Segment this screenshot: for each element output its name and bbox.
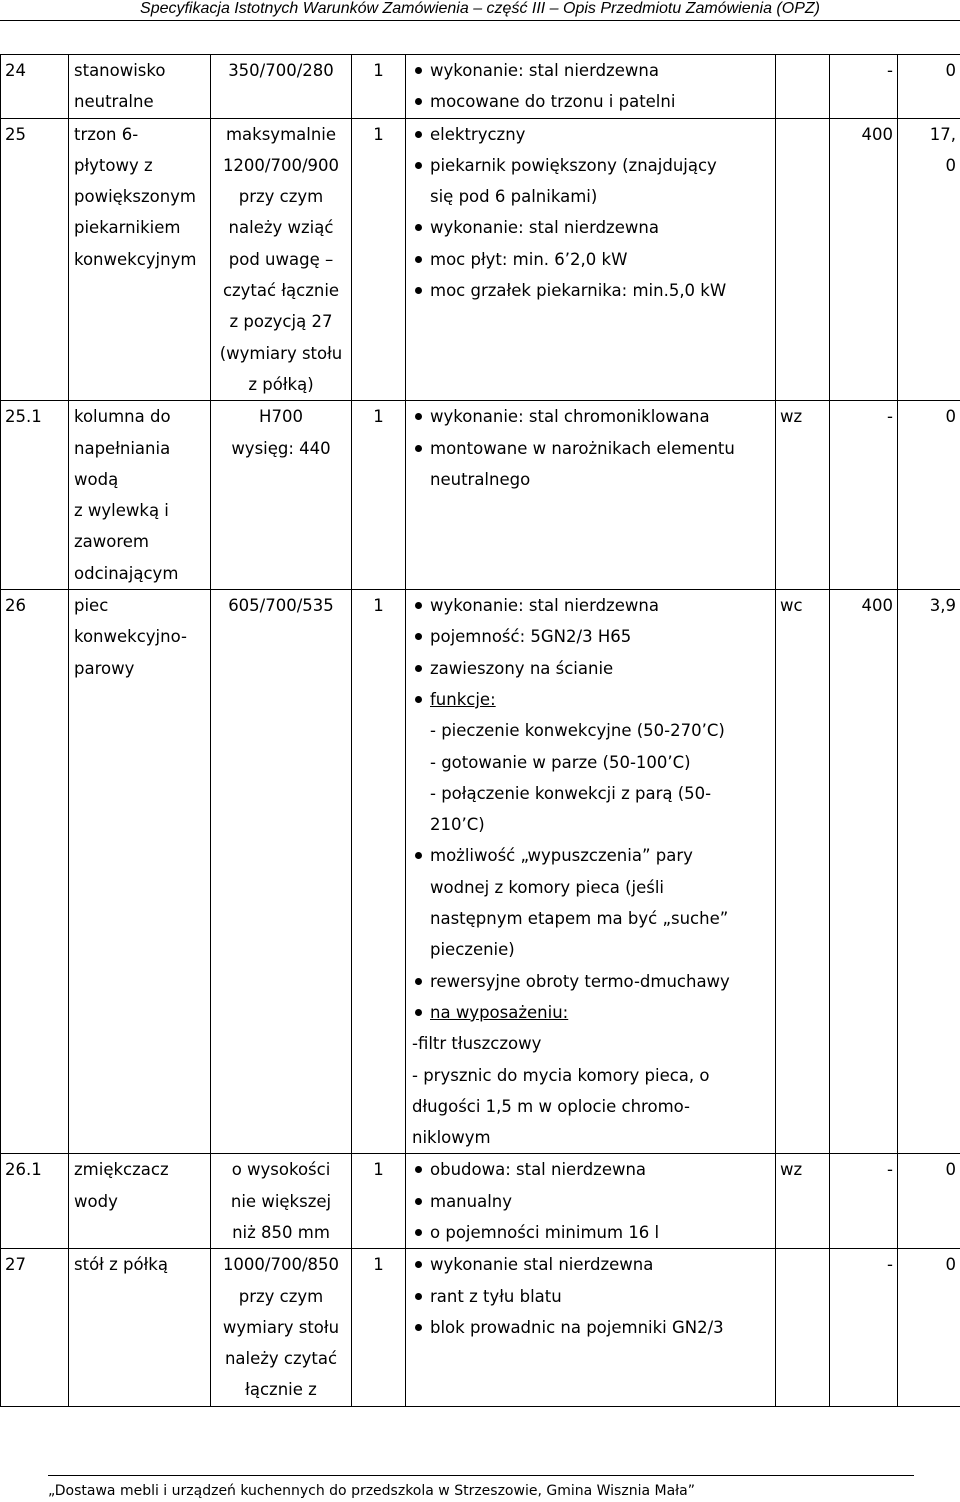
voltage-cell (830, 55, 898, 119)
dimensions-cell (211, 401, 352, 590)
power-cell (898, 55, 960, 119)
power-value: 17, 0 (929, 124, 956, 175)
description-line: niklowym (412, 1128, 491, 1148)
bullet-item: mocowane do trzonu i patelni (412, 86, 769, 117)
bullet-item: moc grzałek piekarnika: min.5,0 kW (412, 275, 769, 306)
table-row (1, 55, 960, 119)
bullet-item: piekarnik powiększony (znajdujący (412, 150, 769, 181)
bullet-item: wykonanie: stal nierdzewna (412, 212, 769, 243)
quantity-value: 1 (373, 124, 384, 144)
connection-type: wz (780, 407, 803, 427)
connection-type-cell (776, 118, 830, 401)
quantity-cell (352, 118, 406, 401)
voltage-value: - (887, 407, 893, 427)
table-body (1, 55, 960, 1407)
dimensions-line: 350/700/280 (228, 61, 334, 80)
bullet-item: o pojemności minimum 16 l (412, 1217, 769, 1248)
power-value: 0 (945, 61, 956, 80)
description-line: - połączenie konwekcji z parą (50- (430, 783, 712, 803)
item-name-line: odcinającym (74, 563, 179, 583)
description-line: następnym etapem ma być „suche” (430, 909, 729, 929)
page-footer: „Dostawa mebli i urządzeń kuchennych do przedszkola w Strzeszowie, Gmina Wisznia Mała” (48, 1483, 695, 1499)
connection-type: wz (780, 1160, 803, 1180)
item-name-line: parowy (74, 658, 135, 678)
item-name-cell (69, 1154, 211, 1249)
item-number: 25.1 (5, 407, 42, 427)
item-name-cell (69, 401, 211, 590)
item-number-cell (1, 590, 69, 1154)
quantity-cell (352, 401, 406, 590)
description-cell (406, 1154, 776, 1249)
dimensions-line: z półką) (248, 374, 314, 394)
bullet-item: na wyposażeniu: (412, 997, 769, 1028)
specification-table (0, 54, 960, 1407)
item-name-line: płytowy z (74, 155, 153, 175)
voltage-cell (830, 1154, 898, 1249)
item-number-cell (1, 401, 69, 590)
dimensions-line: maksymalnie (225, 124, 337, 144)
item-name-line: zmiękczacz (74, 1160, 169, 1180)
quantity-cell (352, 1249, 406, 1406)
description-line: wodnej z komory pieca (jeśli (430, 877, 665, 897)
item-name-line: powiększonym (74, 187, 197, 207)
dimensions-cell (211, 1249, 352, 1406)
dimensions-line: 605/700/535 (228, 596, 334, 616)
dimensions-cell (211, 55, 352, 119)
power-value: 0 (945, 1160, 956, 1180)
item-name-cell (69, 590, 211, 1154)
dimensions-line: przy czym (238, 187, 324, 207)
description-line: - gotowanie w parze (50-100’C) (430, 752, 691, 772)
connection-type-cell (776, 401, 830, 590)
item-name-line: trzon 6- (74, 124, 139, 144)
item-number: 24 (5, 61, 26, 80)
dimensions-line: łącznie z (245, 1380, 317, 1400)
dimensions-line: 1000/700/850 (222, 1255, 340, 1275)
item-name-line: wodą (74, 469, 119, 489)
bullet-item: wykonanie: stal nierdzewna (412, 55, 769, 86)
description-cell (406, 118, 776, 401)
connection-type-cell (776, 1249, 830, 1406)
connection-type-cell (776, 55, 830, 119)
description-cell (406, 1249, 776, 1406)
item-number-cell (1, 1249, 69, 1406)
dimensions-line: o wysokości (231, 1160, 331, 1180)
voltage-cell (830, 1249, 898, 1406)
dimensions-line: pod uwagę – (228, 249, 334, 269)
dimensions-line: należy czytać (224, 1349, 338, 1369)
power-value: 3,9 (929, 596, 956, 616)
bullet-item: rewersyjne obroty termo-dmuchawy (412, 966, 769, 997)
voltage-value: - (887, 1160, 893, 1180)
item-name-cell (69, 118, 211, 401)
bullet-item: wykonanie: stal chromoniklowana (412, 401, 769, 432)
dimensions-line: nie większej (230, 1191, 332, 1211)
item-name-line: napełniania (74, 438, 171, 458)
page-header: Specyfikacja Istotnych Warunków Zamówienia – część III – Opis Przedmiotu Zamówienia (OPZ) (140, 0, 820, 17)
dimensions-line: (wymiary stołu (219, 343, 343, 363)
description-line: 210’C) (430, 815, 485, 835)
connection-type-cell (776, 590, 830, 1154)
voltage-cell (830, 118, 898, 401)
power-cell (898, 1154, 960, 1249)
dimensions-cell (211, 590, 352, 1154)
quantity-value: 1 (373, 1160, 384, 1180)
bullet-item: elektryczny (412, 119, 769, 150)
bullet-item: pojemność: 5GN2/3 H65 (412, 621, 769, 652)
table-row (1, 118, 960, 401)
description-cell (406, 590, 776, 1154)
item-name-line: zaworem (74, 532, 150, 552)
item-name-line: z wylewką i (74, 501, 169, 521)
item-number: 27 (5, 1255, 26, 1275)
item-name-line: piekarnikiem (74, 218, 181, 238)
dimensions-line: wysięg: 440 (231, 438, 331, 458)
item-name-line: konwekcyjnym (74, 249, 197, 269)
bullet-item: funkcje: (412, 684, 769, 715)
connection-type: wc (780, 596, 803, 616)
voltage-value: - (887, 1255, 893, 1275)
dimensions-line: należy wziąć (228, 218, 334, 238)
description-line: - prysznic do mycia komory pieca, o (412, 1065, 710, 1085)
description-cell (406, 55, 776, 119)
bullet-item: blok prowadnic na pojemniki GN2/3 (412, 1312, 769, 1343)
dimensions-cell (211, 118, 352, 401)
item-number: 26.1 (5, 1160, 42, 1180)
dimensions-cell (211, 1154, 352, 1249)
item-number-cell (1, 118, 69, 401)
description-line: się pod 6 palnikami) (430, 187, 598, 207)
quantity-value: 1 (373, 407, 384, 427)
table-row (1, 401, 960, 590)
dimensions-line: czytać łącznie (222, 281, 340, 301)
table-row (1, 590, 960, 1154)
item-name-cell (69, 1249, 211, 1406)
description-line: pieczenie) (430, 940, 515, 960)
bullet-item: manualny (412, 1186, 769, 1217)
header-divider (0, 20, 960, 21)
power-value: 0 (945, 1255, 956, 1275)
bullet-item: wykonanie stal nierdzewna (412, 1249, 769, 1280)
item-name-line: neutralne (74, 92, 154, 112)
quantity-cell (352, 590, 406, 1154)
power-cell (898, 401, 960, 590)
bullet-item: montowane w narożnikach elementu (412, 433, 769, 464)
bullet-item: zawieszony na ścianie (412, 653, 769, 684)
power-cell (898, 590, 960, 1154)
voltage-value: 400 (861, 596, 893, 616)
item-name-line: stół z półką (74, 1255, 168, 1275)
power-value: 0 (945, 407, 956, 427)
description-line: - pieczenie konwekcyjne (50-270’C) (430, 721, 725, 741)
bullet-item: obudowa: stal nierdzewna (412, 1154, 769, 1185)
item-number: 25 (5, 124, 26, 144)
table-row (1, 1249, 960, 1406)
power-cell (898, 118, 960, 401)
voltage-cell (830, 401, 898, 590)
item-name-line: kolumna do (74, 407, 171, 427)
item-number-cell (1, 55, 69, 119)
dimensions-line: niż 850 mm (232, 1222, 330, 1242)
description-line: neutralnego (430, 469, 531, 489)
description-line: -filtr tłuszczowy (412, 1034, 542, 1054)
quantity-value: 1 (373, 596, 384, 616)
connection-type-cell (776, 1154, 830, 1249)
bullet-item: rant z tyłu blatu (412, 1281, 769, 1312)
quantity-value: 1 (373, 1255, 384, 1275)
dimensions-line: wymiary stołu (222, 1317, 340, 1337)
voltage-value: - (887, 61, 893, 80)
footer-divider (48, 1475, 914, 1476)
quantity-cell (352, 55, 406, 119)
quantity-cell (352, 1154, 406, 1249)
dimensions-line: z pozycją 27 (229, 312, 333, 332)
item-number: 26 (5, 596, 26, 616)
dimensions-line: H700 (259, 407, 303, 427)
item-name-line: konwekcyjno- (74, 627, 187, 647)
quantity-value: 1 (373, 61, 384, 80)
item-number-cell (1, 1154, 69, 1249)
dimensions-line: przy czym (238, 1286, 324, 1306)
item-name-line: stanowisko (74, 61, 166, 80)
dimensions-line: 1200/700/900 (222, 155, 340, 175)
table-row (1, 1154, 960, 1249)
power-cell (898, 1249, 960, 1406)
bullet-item: wykonanie: stal nierdzewna (412, 590, 769, 621)
voltage-value: 400 (861, 124, 893, 144)
voltage-cell (830, 590, 898, 1154)
bullet-item: możliwość „wypuszczenia” pary (412, 840, 769, 871)
item-name-cell (69, 55, 211, 119)
description-line: długości 1,5 m w oplocie chromo- (412, 1096, 691, 1116)
description-cell (406, 401, 776, 590)
item-name-line: piec (74, 596, 109, 616)
item-name-line: wody (74, 1191, 118, 1211)
bullet-item: moc płyt: min. 6’2,0 kW (412, 244, 769, 275)
